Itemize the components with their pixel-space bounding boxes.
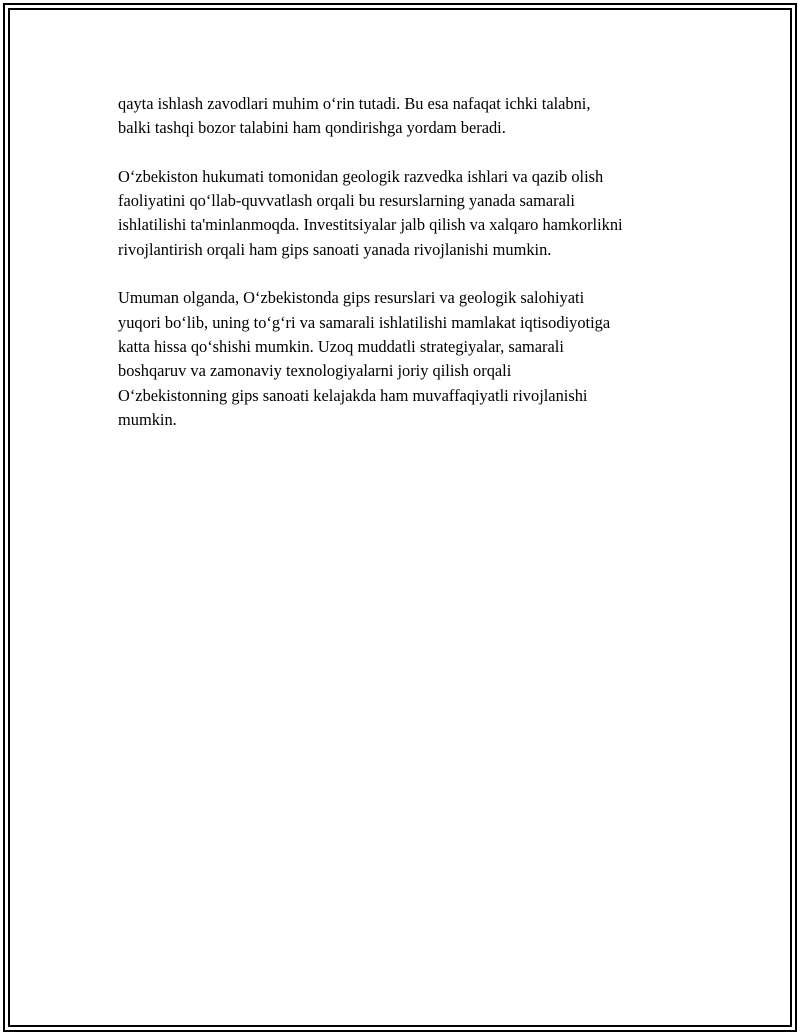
text-line: qayta ishlash zavodlari muhim oʻrin tutadi. Bu esa nafaqat ichki talabni, [118,94,591,113]
text-line: boshqaruv va zamonaviy texnologiyalarni joriy qilish orqali [118,361,512,381]
text-line: Oʻzbekistonning gips sanoati kelajakda ham muvaffaqiyatli rivojlanishi [118,385,588,405]
text-line: balki tashqi bozor talabini ham qondirishga yordam beradi. [118,118,506,138]
text-line: ishlatilishi ta'minlanmoqda. Investitsiyalar jalb qilish va xalqaro hamkorlikni [118,215,623,235]
text-line: katta hissa qoʻshishi mumkin. Uzoq muddatli strategiyalar, samarali [118,336,564,356]
text-line: faoliyatini qoʻllab-quvvatlash orqali bu resurslarning yanada samarali [118,191,575,211]
paragraph-processing-plants [118,92,700,141]
text-line: mumkin. [118,409,177,429]
text-line: Umuman olganda, Oʻzbekistonda gips resurslari va geologik salohiyati [118,288,585,308]
paragraph-conclusion [118,286,700,432]
paragraph-government-support [118,165,700,262]
text-line: rivojlantirish orqali ham gips sanoati yanada rivojlanishi mumkin. [118,239,552,259]
document-body [118,92,700,456]
text-line: Oʻzbekiston hukumati tomonidan geologik razvedka ishlari va qazib olish [118,166,604,186]
text-line: yuqori boʻlib, uning toʻgʻri va samarali ishlatilishi mamlakat iqtisodiyotiga [118,312,611,332]
